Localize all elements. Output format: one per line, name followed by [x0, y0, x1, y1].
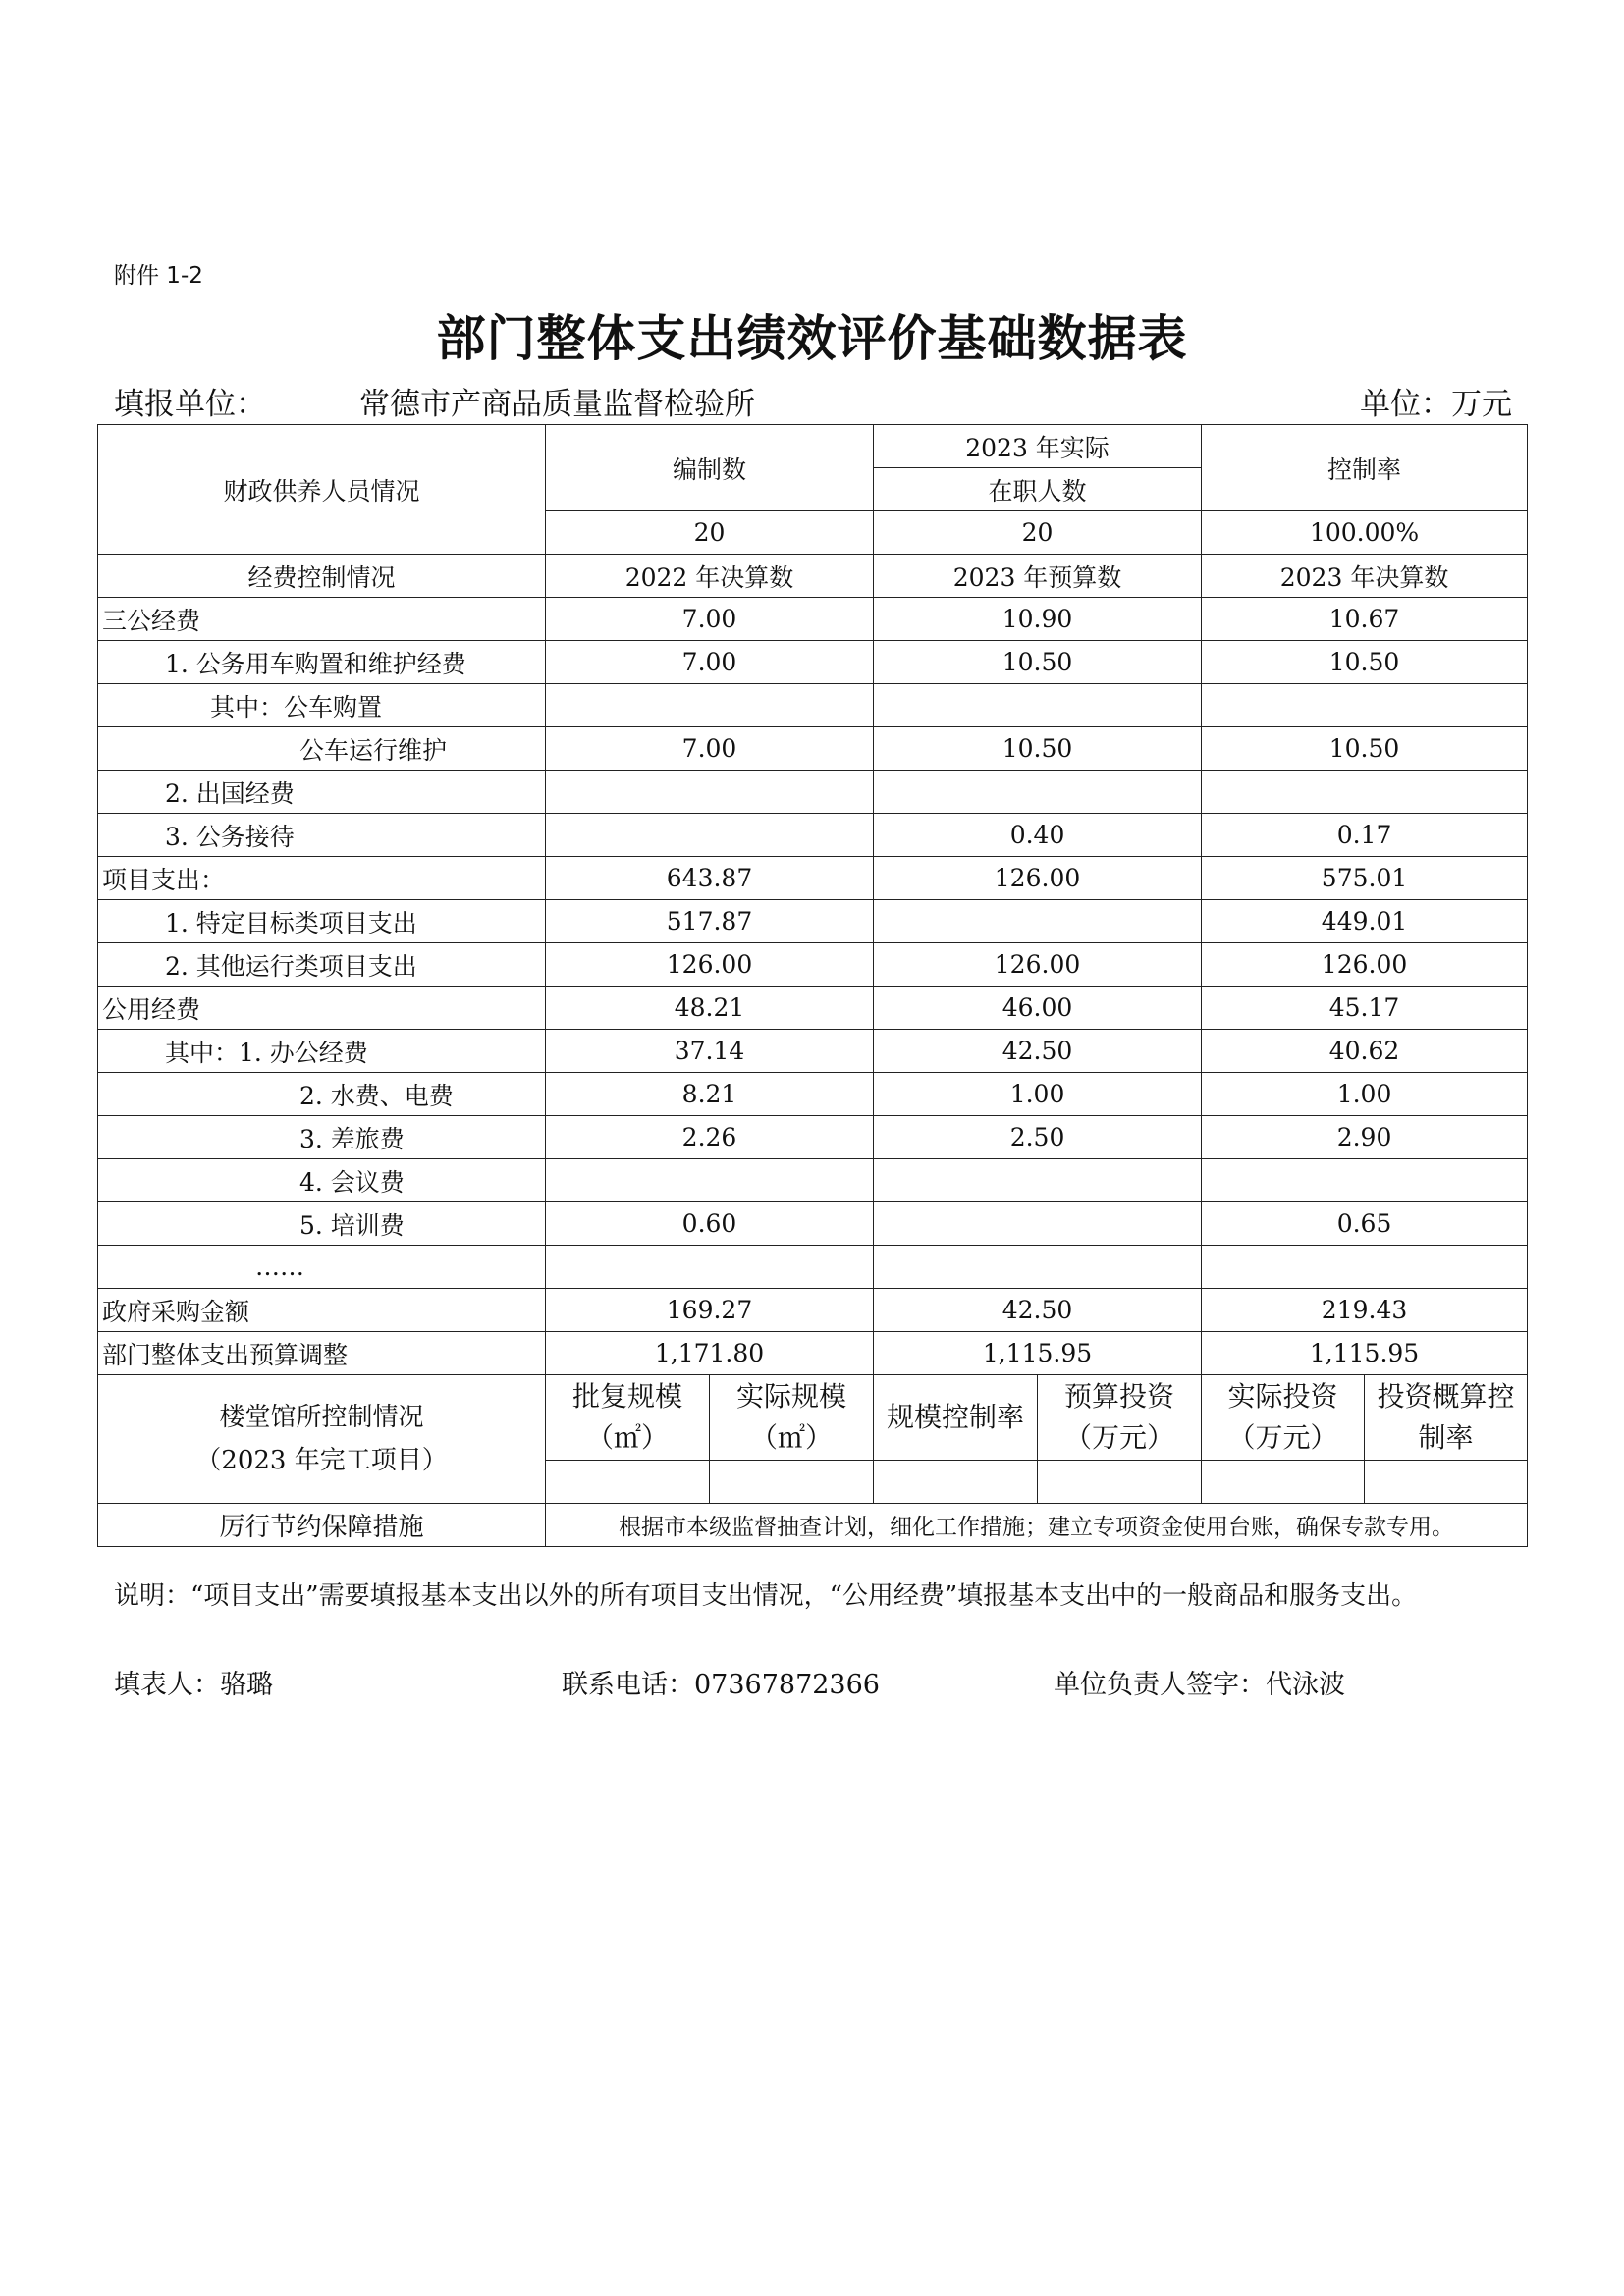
currency-unit: 单位：万元	[1360, 387, 1512, 422]
row-label: 3. 公务接待	[98, 814, 546, 857]
row-label: 政府采购金额	[98, 1289, 546, 1332]
page-title: 部门整体支出绩效评价基础数据表	[436, 309, 1188, 367]
performance-data-table	[97, 424, 1528, 1547]
cell-2023-final: 10.50	[1202, 641, 1528, 684]
cell-2023-budget: 42.50	[874, 1030, 1202, 1073]
cell-2022-final	[546, 814, 874, 857]
col-2023-budget: 2023 年预算数	[874, 555, 1202, 598]
approved-scale-header: 批复规模（㎡）	[546, 1375, 710, 1461]
row-label: 1. 公务用车购置和维护经费	[98, 641, 546, 684]
investment-control-rate-value	[1365, 1461, 1528, 1504]
building-header-row	[98, 1375, 1528, 1461]
cell-2023-final: 2.90	[1202, 1116, 1528, 1159]
cell-2023-budget: 126.00	[874, 857, 1202, 900]
cell-2023-final: 10.67	[1202, 598, 1528, 641]
table-row	[98, 1116, 1528, 1159]
saving-measures-label: 厉行节约保障措施	[98, 1504, 546, 1547]
actual-scale-header: 实际规模（㎡）	[710, 1375, 874, 1461]
control-rate-value: 100.00%	[1202, 511, 1528, 555]
actual-investment-value	[1202, 1461, 1365, 1504]
table-row	[98, 1073, 1528, 1116]
table-row	[98, 943, 1528, 987]
building-label-line2: （2023 年完工项目）	[195, 1446, 448, 1475]
cell-2023-final	[1202, 684, 1528, 727]
cell-2023-budget	[874, 1246, 1202, 1289]
bianzhi-value: 20	[546, 511, 874, 555]
expense-header-row	[98, 555, 1528, 598]
cell-2022-final: 643.87	[546, 857, 874, 900]
actual-staff-value: 20	[874, 511, 1202, 555]
building-label-line1: 楼堂馆所控制情况	[219, 1403, 424, 1432]
cell-2023-final: 0.17	[1202, 814, 1528, 857]
cell-2023-final	[1202, 1159, 1528, 1202]
row-label: 公用经费	[98, 987, 546, 1030]
cell-2022-final: 48.21	[546, 987, 874, 1030]
table-row	[98, 727, 1528, 771]
contact-phone: 联系电话：07367872366	[562, 1670, 880, 1700]
form-filler: 填表人：骆璐	[114, 1670, 273, 1700]
row-label: 2. 水费、电费	[98, 1073, 546, 1116]
cell-2022-final	[546, 1246, 874, 1289]
row-label: 三公经费	[98, 598, 546, 641]
cell-2023-final: 0.65	[1202, 1202, 1528, 1246]
table-row	[98, 1202, 1528, 1246]
row-label: 其中：公车购置	[98, 684, 546, 727]
cell-2023-budget	[874, 771, 1202, 814]
actual-investment-header: 实际投资（万元）	[1202, 1375, 1365, 1461]
actual-staff-header: 在职人数	[874, 468, 1202, 511]
approved-scale-value	[546, 1461, 710, 1504]
cell-2023-budget: 42.50	[874, 1289, 1202, 1332]
table-row	[98, 641, 1528, 684]
reporting-unit-name: 常德市产商品质量监督检验所	[359, 387, 755, 422]
cell-2023-final: 45.17	[1202, 987, 1528, 1030]
building-control-label	[98, 1375, 546, 1504]
budget-investment-value	[1038, 1461, 1202, 1504]
cell-2023-budget: 1,115.95	[874, 1332, 1202, 1375]
actual-scale-value	[710, 1461, 874, 1504]
row-label: 4. 会议费	[98, 1159, 546, 1202]
cell-2023-final: 40.62	[1202, 1030, 1528, 1073]
col-2022-final: 2022 年决算数	[546, 555, 874, 598]
table-row	[98, 598, 1528, 641]
cell-2022-final: 37.14	[546, 1030, 874, 1073]
table-row	[98, 1030, 1528, 1073]
cell-2023-budget: 0.40	[874, 814, 1202, 857]
table-row	[98, 900, 1528, 943]
row-label: 项目支出：	[98, 857, 546, 900]
saving-measures-text: 根据市本级监督抽查计划，细化工作措施；建立专项资金使用台账，确保专款专用。	[546, 1504, 1528, 1547]
staffing-header-row	[98, 425, 1528, 468]
cell-2022-final: 7.00	[546, 641, 874, 684]
row-label: ……	[98, 1246, 546, 1289]
cell-2022-final: 169.27	[546, 1289, 874, 1332]
cell-2022-final: 7.00	[546, 727, 874, 771]
cell-2023-final: 219.43	[1202, 1289, 1528, 1332]
cell-2023-budget: 126.00	[874, 943, 1202, 987]
cell-2023-budget: 1.00	[874, 1073, 1202, 1116]
unit-head-signature: 单位负责人签字：代泳波	[1054, 1670, 1345, 1700]
control-rate-header: 控制率	[1202, 425, 1528, 511]
table-row	[98, 684, 1528, 727]
cell-2022-final: 8.21	[546, 1073, 874, 1116]
cell-2022-final	[546, 771, 874, 814]
table-row	[98, 1332, 1528, 1375]
cell-2023-budget	[874, 1202, 1202, 1246]
table-row	[98, 1289, 1528, 1332]
table-row	[98, 1246, 1528, 1289]
cell-2022-final: 7.00	[546, 598, 874, 641]
cell-2023-budget: 10.90	[874, 598, 1202, 641]
row-label: 5. 培训费	[98, 1202, 546, 1246]
cell-2023-final: 1,115.95	[1202, 1332, 1528, 1375]
cell-2023-budget: 2.50	[874, 1116, 1202, 1159]
table-row	[98, 814, 1528, 857]
cell-2022-final	[546, 684, 874, 727]
scale-control-rate-header: 规模控制率	[874, 1375, 1038, 1461]
table-row	[98, 857, 1528, 900]
cell-2023-budget	[874, 684, 1202, 727]
explanation-note: 说明：“项目支出”需要填报基本支出以外的所有项目支出情况，“公用经费”填报基本支出中的一般商品和服务支出。	[114, 1581, 1418, 1611]
col-2023-final: 2023 年决算数	[1202, 555, 1528, 598]
saving-measures-row	[98, 1504, 1528, 1547]
row-label: 1. 特定目标类项目支出	[98, 900, 546, 943]
row-label: 3. 差旅费	[98, 1116, 546, 1159]
reporting-unit-label: 填报单位：	[114, 387, 266, 422]
cell-2023-budget: 10.50	[874, 641, 1202, 684]
attachment-label: 附件 1-2	[114, 263, 203, 289]
table-row	[98, 771, 1528, 814]
cell-2022-final: 517.87	[546, 900, 874, 943]
scale-control-rate-value	[874, 1461, 1038, 1504]
investment-control-rate-header: 投资概算控制率	[1365, 1375, 1528, 1461]
cell-2023-budget	[874, 1159, 1202, 1202]
cell-2023-final	[1202, 1246, 1528, 1289]
cell-2022-final	[546, 1159, 874, 1202]
table-row	[98, 1159, 1528, 1202]
cell-2023-budget	[874, 900, 1202, 943]
cell-2023-budget: 46.00	[874, 987, 1202, 1030]
cell-2022-final: 2.26	[546, 1116, 874, 1159]
cell-2022-final: 0.60	[546, 1202, 874, 1246]
row-label: 其中：1. 办公经费	[98, 1030, 546, 1073]
row-label: 部门整体支出预算调整	[98, 1332, 546, 1375]
cell-2022-final: 126.00	[546, 943, 874, 987]
cell-2023-budget: 10.50	[874, 727, 1202, 771]
row-label: 2. 其他运行类项目支出	[98, 943, 546, 987]
budget-investment-header: 预算投资（万元）	[1038, 1375, 1202, 1461]
actual-year-header: 2023 年实际	[874, 425, 1202, 468]
cell-2023-final: 1.00	[1202, 1073, 1528, 1116]
cell-2023-final: 449.01	[1202, 900, 1528, 943]
table-row	[98, 987, 1528, 1030]
expense-control-label: 经费控制情况	[98, 555, 546, 598]
cell-2023-final: 575.01	[1202, 857, 1528, 900]
cell-2023-final	[1202, 771, 1528, 814]
row-label: 公车运行维护	[98, 727, 546, 771]
cell-2023-final: 10.50	[1202, 727, 1528, 771]
cell-2022-final: 1,171.80	[546, 1332, 874, 1375]
cell-2023-final: 126.00	[1202, 943, 1528, 987]
staffing-label: 财政供养人员情况	[98, 425, 546, 555]
row-label: 2. 出国经费	[98, 771, 546, 814]
bianzhi-header: 编制数	[546, 425, 874, 511]
